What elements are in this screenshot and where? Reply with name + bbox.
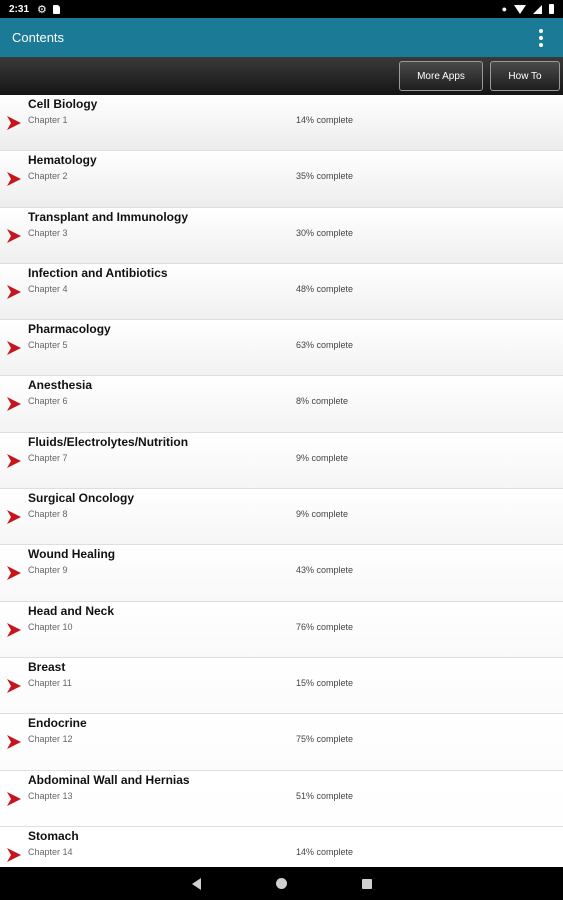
chapter-progress: 63% complete xyxy=(296,340,354,351)
battery-icon xyxy=(549,4,554,14)
signal-icon xyxy=(533,5,542,14)
chapter-title: Infection and Antibiotics xyxy=(28,265,168,280)
chapter-row[interactable] xyxy=(0,545,563,601)
chevron-right-icon xyxy=(6,340,22,356)
recents-icon[interactable] xyxy=(362,879,372,889)
chapter-title: Breast xyxy=(28,659,66,674)
chevron-right-icon xyxy=(6,396,22,412)
chapter-progress: 8% complete xyxy=(296,396,349,407)
chapter-title: Cell Biology xyxy=(28,97,98,111)
chapter-row[interactable] xyxy=(0,602,563,658)
chapter-title: Anesthesia xyxy=(28,378,93,393)
chapter-progress: 30% complete xyxy=(296,227,354,238)
toolbar xyxy=(0,57,563,95)
chapter-title: Hematology xyxy=(28,153,97,168)
status-bar xyxy=(0,0,563,18)
chevron-right-icon xyxy=(6,228,22,244)
location-icon: ● xyxy=(501,4,507,14)
chapter-row[interactable] xyxy=(0,771,563,827)
chevron-right-icon xyxy=(6,284,22,300)
chapter-progress: 15% complete xyxy=(296,677,354,688)
chapter-title: Abdominal Wall and Hernias xyxy=(28,772,190,787)
chapter-title: Surgical Oncology xyxy=(28,491,135,506)
chevron-right-icon xyxy=(6,509,22,525)
chevron-right-icon xyxy=(6,565,22,581)
chevron-right-icon xyxy=(6,791,22,807)
chapter-number: Chapter 2 xyxy=(28,171,68,182)
chapter-progress: 14% complete xyxy=(296,846,354,857)
chevron-right-icon xyxy=(6,847,22,863)
chapter-title: Wound Healing xyxy=(28,547,116,562)
chapter-title: Stomach xyxy=(28,828,79,843)
gear-icon: ⚙ xyxy=(37,3,47,16)
chapter-number: Chapter 1 xyxy=(28,115,68,125)
chapter-progress: 9% complete xyxy=(296,509,349,520)
chapter-number: Chapter 10 xyxy=(28,621,73,632)
chapter-row[interactable] xyxy=(0,376,563,432)
chapter-progress: 14% complete xyxy=(296,115,354,125)
chapter-row[interactable] xyxy=(0,658,563,714)
chapter-row[interactable] xyxy=(0,320,563,376)
app-bar xyxy=(0,18,563,57)
chapter-progress: 51% complete xyxy=(296,790,354,801)
chapter-row[interactable] xyxy=(0,151,563,207)
chapter-number: Chapter 6 xyxy=(28,396,68,407)
chapter-number: Chapter 7 xyxy=(28,452,68,463)
chapter-title: Transplant and Immunology xyxy=(28,209,189,224)
chapter-number: Chapter 5 xyxy=(28,340,68,351)
chapter-progress: 76% complete xyxy=(296,621,354,632)
chapter-progress: 75% complete xyxy=(296,734,354,745)
chapter-number: Chapter 8 xyxy=(28,509,68,520)
wifi-icon xyxy=(514,5,526,14)
chapter-number: Chapter 4 xyxy=(28,283,68,294)
back-icon[interactable] xyxy=(192,878,201,890)
chapter-row[interactable] xyxy=(0,95,563,151)
chapter-number: Chapter 9 xyxy=(28,565,68,576)
chapter-number: Chapter 3 xyxy=(28,227,68,238)
how-to-button[interactable]: How To xyxy=(490,61,560,91)
chapter-row[interactable] xyxy=(0,433,563,489)
chevron-right-icon xyxy=(6,453,22,469)
chapter-row[interactable] xyxy=(0,264,563,320)
chapter-progress: 35% complete xyxy=(296,171,354,182)
chevron-right-icon xyxy=(6,734,22,750)
chevron-right-icon xyxy=(6,171,22,187)
chapter-title: Fluids/Electrolytes/Nutrition xyxy=(28,434,189,449)
chevron-right-icon xyxy=(6,678,22,694)
chapter-progress: 9% complete xyxy=(296,452,349,463)
sdcard-icon xyxy=(53,5,60,14)
chapter-title: Endocrine xyxy=(28,716,87,731)
chapter-progress: 48% complete xyxy=(296,283,354,294)
chapter-list xyxy=(0,95,563,867)
more-apps-button[interactable]: More Apps xyxy=(399,61,483,91)
chapter-row[interactable] xyxy=(0,827,563,867)
chapter-number: Chapter 14 xyxy=(28,846,73,857)
chapter-number: Chapter 13 xyxy=(28,790,73,801)
home-icon[interactable] xyxy=(276,878,287,889)
chevron-right-icon xyxy=(6,115,22,131)
chapter-row[interactable] xyxy=(0,208,563,264)
chapter-row[interactable] xyxy=(0,489,563,545)
status-time: 2:31 xyxy=(9,3,30,15)
chevron-right-icon xyxy=(6,622,22,638)
navigation-bar xyxy=(0,867,563,900)
chapter-number: Chapter 11 xyxy=(28,677,72,688)
chapter-progress: 43% complete xyxy=(296,565,354,576)
chapter-number: Chapter 12 xyxy=(28,734,73,745)
chapter-title: Pharmacology xyxy=(28,322,111,337)
chapter-title: Head and Neck xyxy=(28,603,115,618)
page-title: Contents xyxy=(12,30,65,45)
chapter-row[interactable] xyxy=(0,714,563,770)
overflow-menu-icon[interactable] xyxy=(531,26,551,50)
